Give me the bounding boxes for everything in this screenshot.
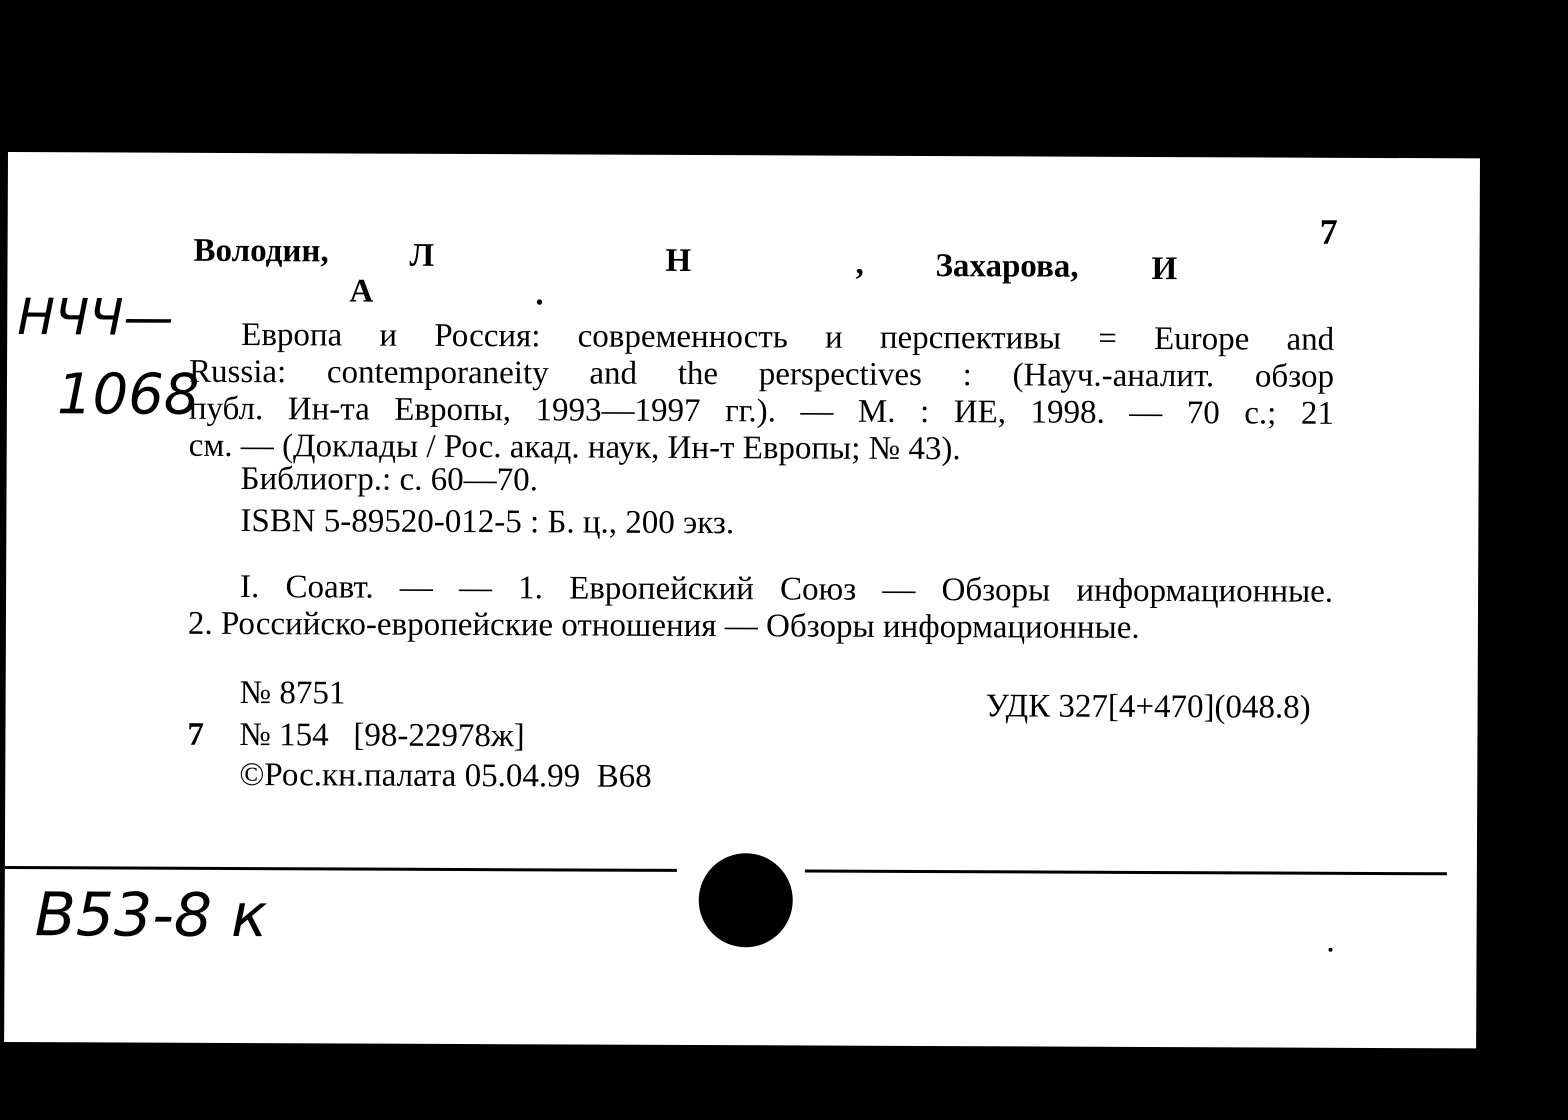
description-line: Russia: contemporaneity and the perspectives : (Науч.-аналит. обзор	[188, 353, 1335, 395]
description-line: см. — (Доклады / Рос. акад. наук, Ин-т Европы; № 43).	[188, 427, 961, 468]
author-separator: ,	[855, 245, 864, 282]
subject-line: I. Соавт. — — 1. Европейский Союз — Обзоры информационные.	[240, 569, 1334, 610]
handwritten-shelf-mark-line1: НЧЧ—	[17, 288, 174, 347]
handwritten-shelf-mark-line2: 1068	[56, 362, 200, 428]
author-1-surname: Володин,	[193, 232, 329, 270]
subjects-block	[188, 571, 1333, 650]
bottom-rule-left	[5, 866, 677, 872]
speck	[1329, 948, 1333, 952]
punch-hole	[699, 853, 793, 947]
description-line: публ. Ин-та Европы, 1993—1997 гг.). — М. : ИЕ, 1998. — 70 с.; 21	[188, 390, 1334, 432]
registration-number-1: № 8751	[239, 675, 346, 712]
description-block	[189, 319, 1335, 472]
author-1-initial-2: Н	[665, 242, 692, 279]
author-2-initial-1: И	[1151, 250, 1178, 288]
subject-line: 2. Российско-европейские отношения — Обзоры информационные.	[187, 605, 1140, 646]
handwritten-bottom-code: В53-8 к	[34, 880, 268, 952]
author-2-surname: Захарова,	[935, 248, 1079, 285]
registration-number-2: № 154 [98-22978ж]	[239, 717, 525, 755]
description-line: Европа и Россия: современность и перспективы = Europe and	[241, 317, 1335, 358]
copyright-line: ©Рос.кн.палата 05.04.99 В68	[239, 757, 652, 795]
udk-code: УДК 327[4+470](048.8)	[985, 688, 1311, 726]
author-1-initial-1: Л	[409, 237, 435, 274]
bibliography-note: Библиогр.: с. 60—70.	[240, 461, 538, 499]
catalog-card	[4, 152, 1480, 1048]
isbn-line: ISBN 5-89520-012-5 : Б. ц., 200 экз.	[240, 503, 735, 542]
bottom-rule-right	[805, 869, 1447, 875]
author-dot: .	[535, 276, 544, 313]
card-number: 7	[1319, 211, 1338, 252]
prefix-digit: 7	[187, 716, 205, 753]
author-2-initial-2: А	[349, 273, 374, 310]
